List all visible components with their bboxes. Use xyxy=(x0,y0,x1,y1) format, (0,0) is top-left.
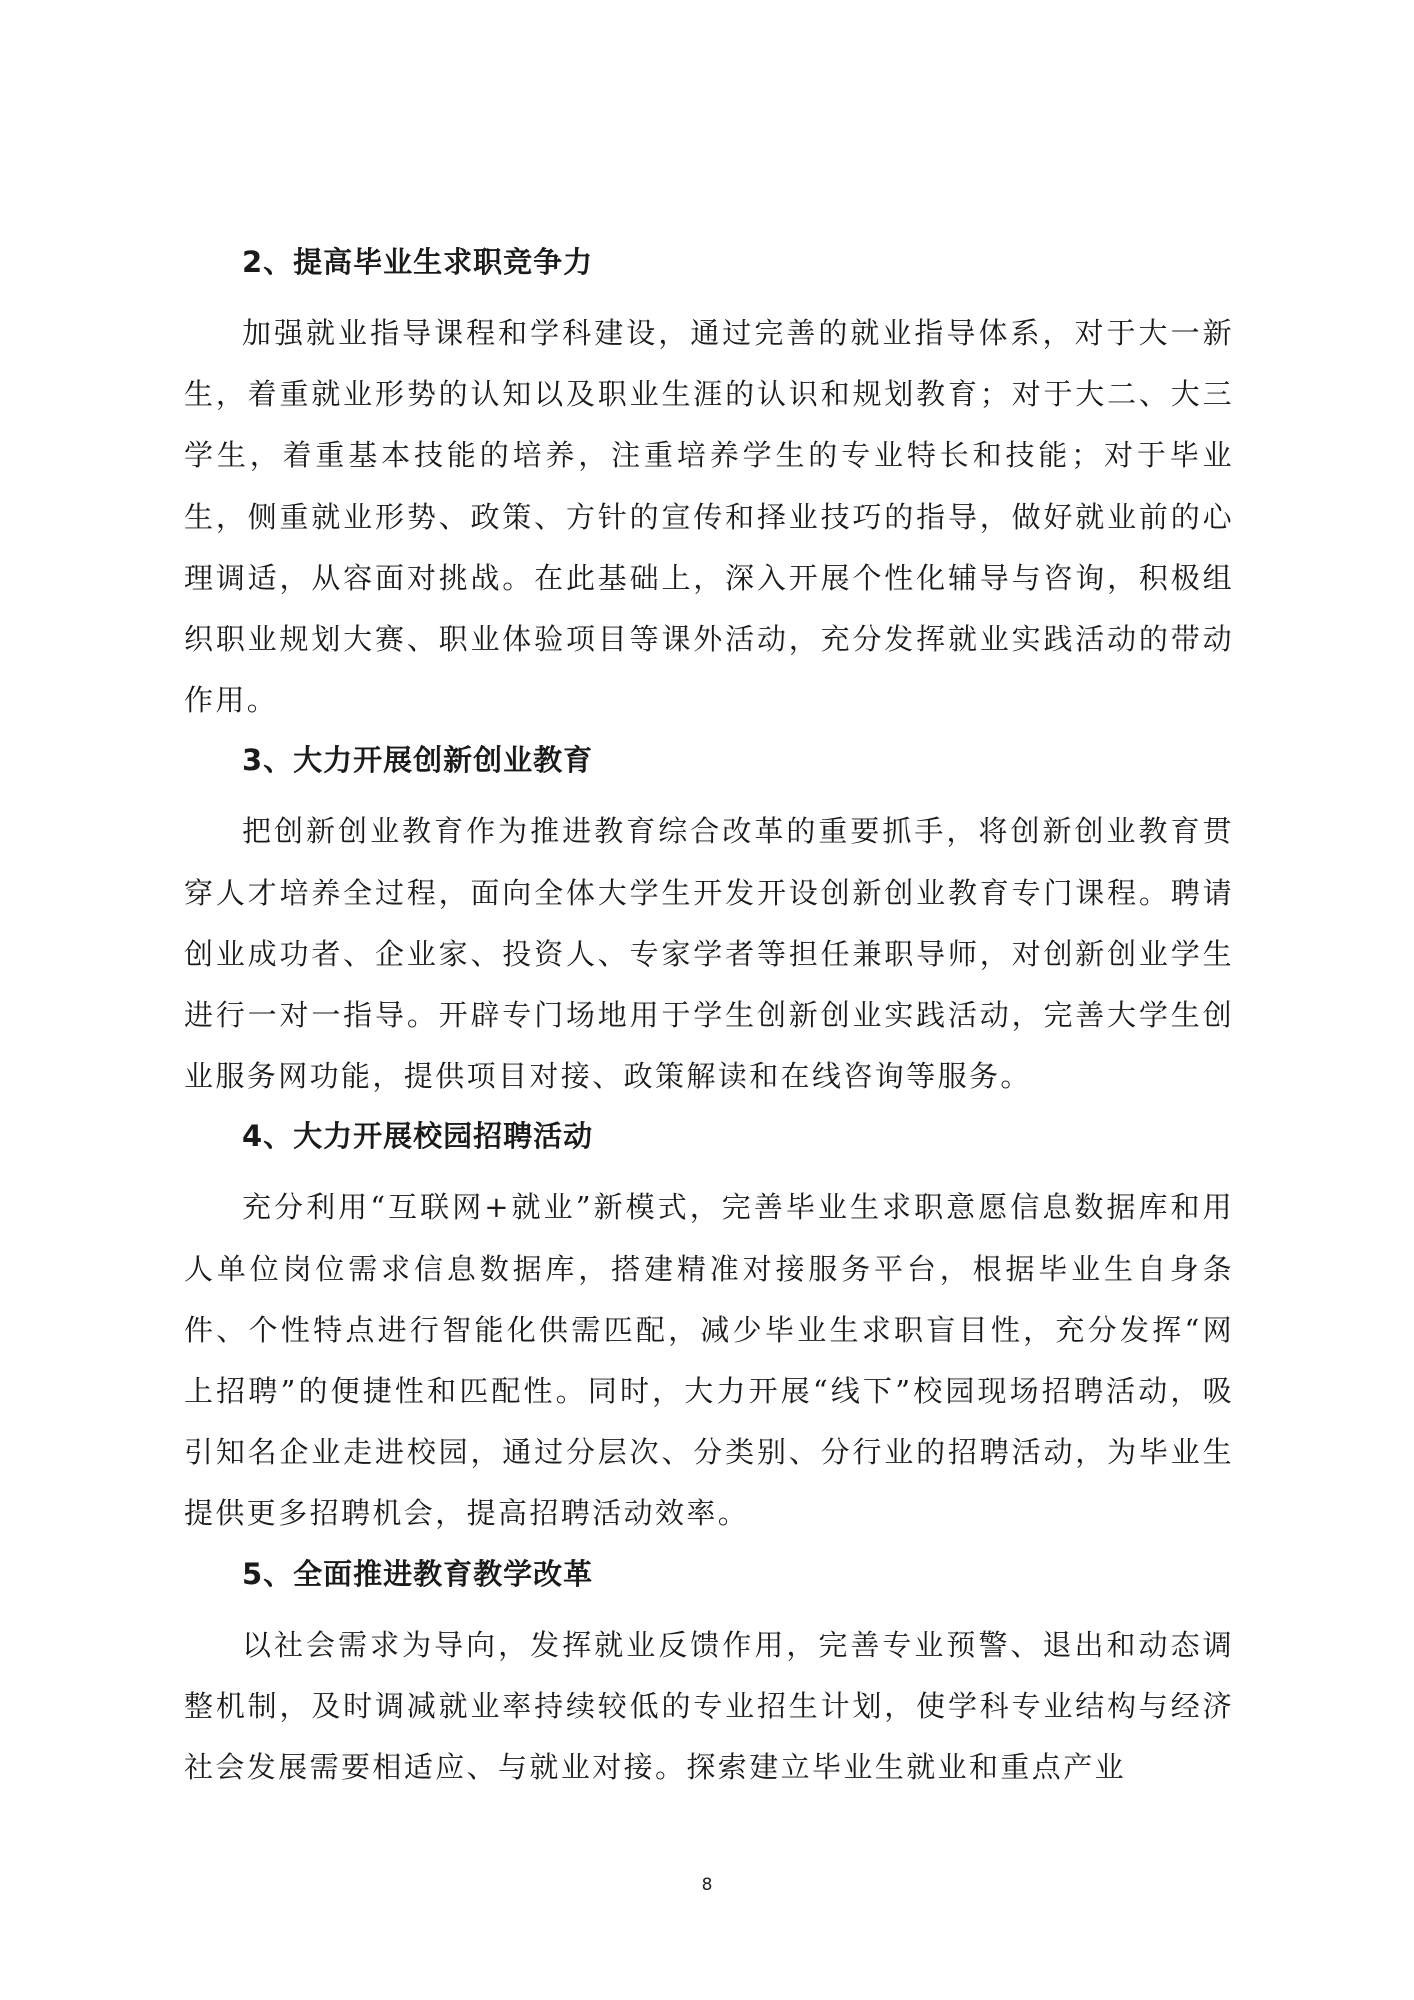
section-paragraph-5: 以社会需求为导向，发挥就业反馈作用，完善专业预警、退出和动态调整机制，及时调减就业率持续较低的专业招生计划，使学科专业结构与经济社会发展需要相适应、与就业对接。探索建立毕业生就业和重点产业 xyxy=(184,1627,1234,1785)
section-heading-5: 5、全面推进教育教学改革 xyxy=(242,1556,594,1591)
section-paragraph-4: 充分利用“互联网+就业”新模式，完善毕业生求职意愿信息数据库和用人单位岗位需求信息数据库，搭建精准对接服务平台，根据毕业生自身条件、个性特点进行智能化供需匹配，减少毕业生求职盲目性，充分发挥“网上招聘”的便捷性和匹配性。同时，大力开展“线下”校园现场招聘活动，吸引知名企业走进校园，通过分层次、分类别、分行业的招聘活动，为毕业生提供更多招聘机会，提高招聘活动效率。 xyxy=(184,1190,1234,1531)
document-body xyxy=(184,242,1234,1798)
section-paragraph-3: 把创新创业教育作为推进教育综合改革的重要抓手，将创新创业教育贯穿人才培养全过程，面向全体大学生开发开设创新创业教育专门课程。聘请创业成功者、企业家、投资人、专家学者等担任兼职导师，对创新创业学生进行一对一指导。开辟专门场地用于学生创新创业实践活动，完善大学生创业服务网功能，提供项目对接、政策解读和在线咨询等服务。 xyxy=(184,814,1234,1094)
section-paragraph-2: 加强就业指导课程和学科建设，通过完善的就业指导体系，对于大一新生，着重就业形势的认知以及职业生涯的认识和规划教育；对于大二、大三学生，着重基本技能的培养，注重培养学生的专业特长和技能；对于毕业生，侧重就业形势、政策、方针的宣传和择业技巧的指导，做好就业前的心理调适，从容面对挑战。在此基础上，深入开展个性化辅导与咨询，积极组织职业规划大赛、职业体验项目等课外活动，充分发挥就业实践活动的带动作用。 xyxy=(184,316,1234,718)
page-number: 8 xyxy=(701,1875,713,1895)
section-heading-4: 4、大力开展校园招聘活动 xyxy=(242,1119,594,1154)
section-heading-3: 3、大力开展创新创业教育 xyxy=(242,743,594,778)
section-heading-2: 2、提高毕业生求职竞争力 xyxy=(242,245,594,279)
